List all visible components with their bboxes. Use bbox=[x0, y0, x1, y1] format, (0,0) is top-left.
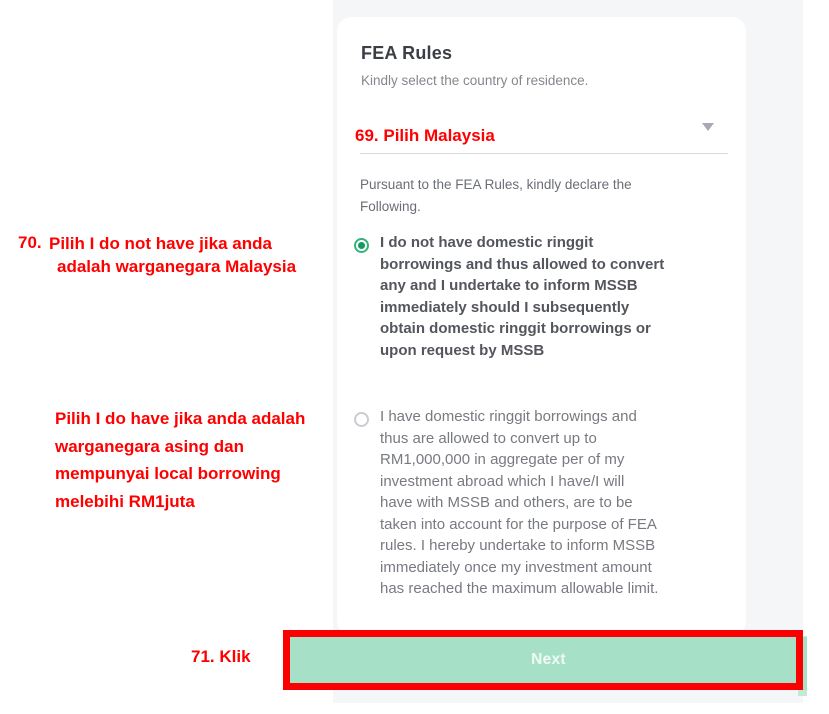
option-line: have with MSSB and others, are to be bbox=[380, 494, 633, 511]
annotation-line: Pilih I do not have jika anda bbox=[49, 234, 272, 253]
fea-rules-card bbox=[337, 17, 746, 635]
radio-selected-icon[interactable] bbox=[354, 238, 369, 253]
option-line: taken into account for the purpose of FEA bbox=[380, 515, 657, 533]
next-button[interactable]: Next bbox=[290, 637, 807, 690]
option-line: investment abroad which I have/I will bbox=[380, 472, 625, 490]
annotation-line: Pilih I do have jika anda adalah bbox=[55, 409, 306, 428]
card-subtitle: Kindly select the country of residence. bbox=[361, 73, 589, 88]
radio-option-label bbox=[380, 406, 730, 600]
annotation-step-70 bbox=[49, 233, 296, 278]
declaration-intro-line: Following. bbox=[360, 199, 421, 214]
option-line: rules. I hereby undertake to inform MSSB bbox=[380, 537, 656, 554]
option-line: RM1,000,000 in aggregate per of my bbox=[380, 451, 625, 468]
annotation-step-69: 69. Pilih Malaysia bbox=[355, 126, 495, 145]
page-title: FEA Rules bbox=[361, 43, 453, 63]
option-line: I have domestic ringgit borrowings and bbox=[380, 408, 637, 425]
option-line: upon request by MSSB bbox=[380, 341, 545, 359]
annotation-line: adalah warganegara Malaysia bbox=[57, 256, 297, 276]
annotation-line: melebihi RM1juta bbox=[55, 491, 195, 511]
radio-option-label bbox=[380, 232, 730, 361]
annotation-line: warganegara asing dan bbox=[55, 436, 244, 456]
option-line: immediately once my investment amount bbox=[380, 558, 652, 576]
option-line: thus are allowed to convert up to bbox=[380, 429, 597, 447]
declaration-intro bbox=[360, 174, 632, 218]
annotation-step-70-number: 70. bbox=[18, 233, 42, 252]
option-line: any and I undertake to inform MSSB bbox=[380, 277, 638, 294]
chevron-down-icon bbox=[702, 123, 714, 131]
option-line: immediately should I subsequently bbox=[380, 298, 630, 316]
radio-unselected-icon[interactable] bbox=[354, 412, 369, 427]
option-line: has reached the maximum allowable limit. bbox=[380, 580, 659, 597]
declaration-intro-line: Pursuant to the FEA Rules, kindly declare the bbox=[360, 177, 632, 192]
annotation-step-71: 71. Klik bbox=[191, 647, 251, 666]
annotation-line: mempunyai local borrowing bbox=[55, 464, 281, 483]
option-line: obtain domestic ringgit borrowings or bbox=[380, 320, 651, 337]
option-line: borrowings and thus allowed to convert bbox=[380, 255, 665, 273]
option-line: I do not have domestic ringgit bbox=[380, 234, 594, 251]
annotation-foreigner-note bbox=[55, 405, 305, 515]
country-of-residence-select[interactable] bbox=[355, 113, 728, 154]
